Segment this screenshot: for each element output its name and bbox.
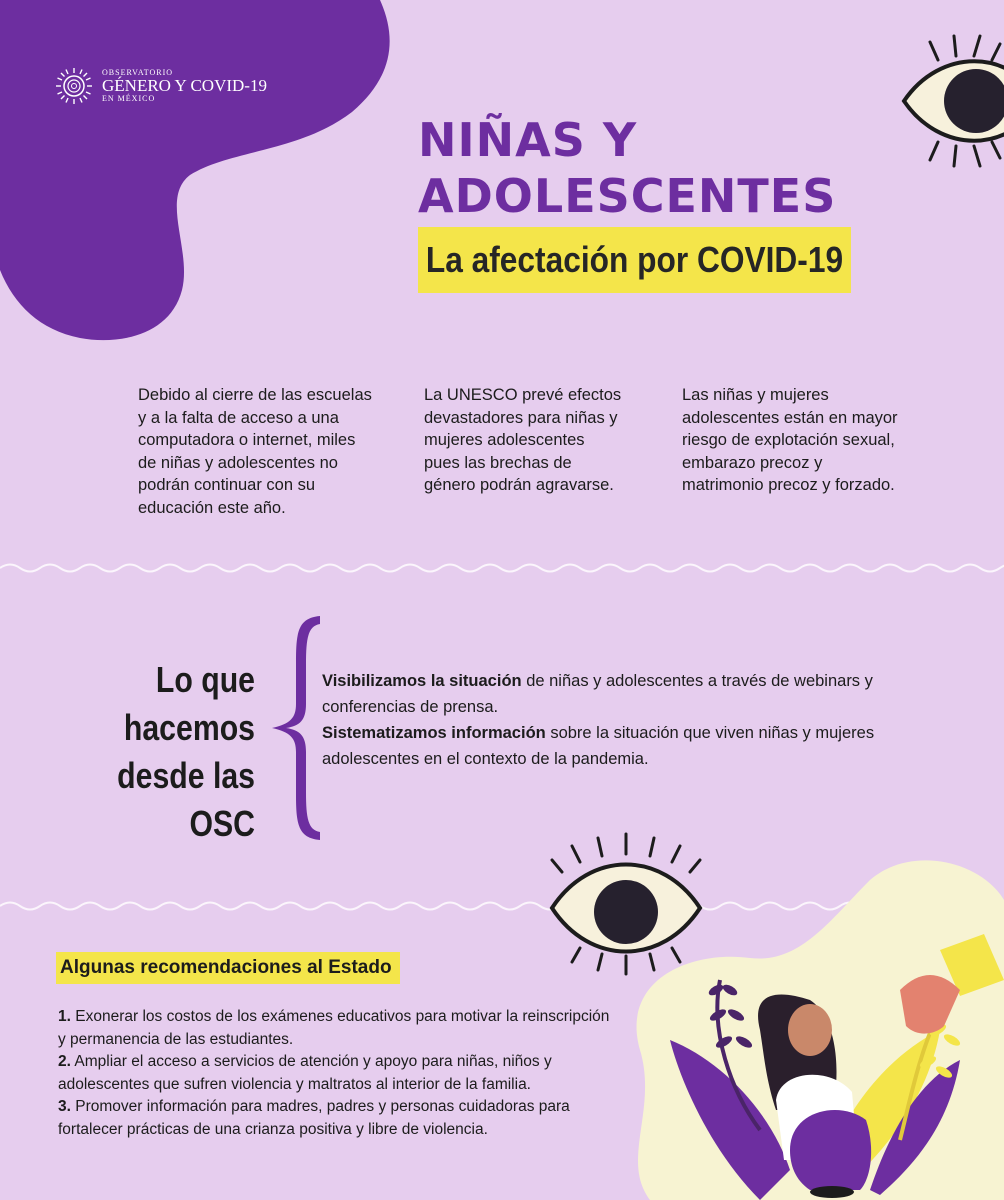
osc-heading [74, 656, 255, 848]
page-title [418, 112, 836, 224]
decorative-blob [0, 0, 420, 345]
logo-main-line: GÉNERO Y COVID-19 [102, 76, 267, 96]
osc-heading-line-1: Lo que [155, 659, 255, 700]
recommendation-number: 1. [58, 1008, 71, 1025]
logo-top-line: OBSERVATORIO [102, 67, 174, 77]
recommendation-text: Promover información para madres, padres y personas cuidadoras para fortalecer prácticas de una crianza positiva y libre de violencia. [58, 1098, 570, 1138]
osc-action-1-bold: Visibilizamos la situación [322, 672, 522, 690]
info-column-1: Debido al cierre de las escuelas y a la falta de acceso a una computadora o internet, miles de niñas y adolescentes no podrán continuar con su educación este año. [138, 386, 372, 517]
recommendation-text: Ampliar el acceso a servicios de atención y apoyo para niñas, niños y adolescentes que sufren violencia y maltratos al interior de la familia. [58, 1053, 552, 1093]
curly-brace-icon [268, 612, 324, 844]
recommendation-item [58, 1096, 618, 1141]
recommendations-title: Algunas recomendaciones al Estado [56, 952, 400, 984]
info-column-3: Las niñas y mujeres adolescentes están en mayor riesgo de explotación sexual, embarazo precoz y matrimonio precoz y forzado. [682, 386, 898, 494]
wavy-divider [0, 560, 1004, 576]
recommendations-list [58, 1006, 618, 1141]
osc-action-1-text: de niñas y adolescentes a través de webinars y conferencias de prensa. [322, 672, 873, 716]
osc-actions [322, 668, 902, 772]
recommendation-item [58, 1006, 618, 1051]
title-line-1: NIÑAS Y [418, 113, 638, 167]
sun-ring-icon [54, 66, 94, 106]
recommendation-item [58, 1051, 618, 1096]
recommendation-text: Exonerar los costos de los exámenes educativos para motivar la reinscripción y permanencia de las estudiantes. [58, 1008, 610, 1048]
recommendation-number: 2. [58, 1053, 71, 1070]
osc-heading-line-2: hacemos [123, 707, 255, 748]
osc-action-1 [322, 668, 902, 720]
logo-text [102, 69, 267, 104]
observatorio-logo [54, 66, 267, 106]
osc-heading-line-3: desde las OSC [117, 755, 255, 844]
eye-icon [552, 834, 700, 974]
osc-action-2 [322, 720, 902, 772]
title-line-2: ADOLESCENTES [418, 169, 837, 223]
osc-action-2-text: sobre la situación que viven niñas y mujeres adolescentes en el contexto de la pandemia. [322, 724, 875, 768]
recommendation-number: 3. [58, 1098, 71, 1115]
osc-action-2-bold: Sistematizamos información [322, 724, 546, 742]
logo-bottom-line: EN MÉXICO [102, 93, 156, 103]
info-column-2: La UNESCO prevé efectos devastadores para niñas y mujeres adolescentes pues las brechas de género podrán agravarse. [424, 386, 622, 494]
page-subtitle: La afectación por COVID-19 [418, 227, 851, 293]
eye-icon [900, 30, 1004, 170]
